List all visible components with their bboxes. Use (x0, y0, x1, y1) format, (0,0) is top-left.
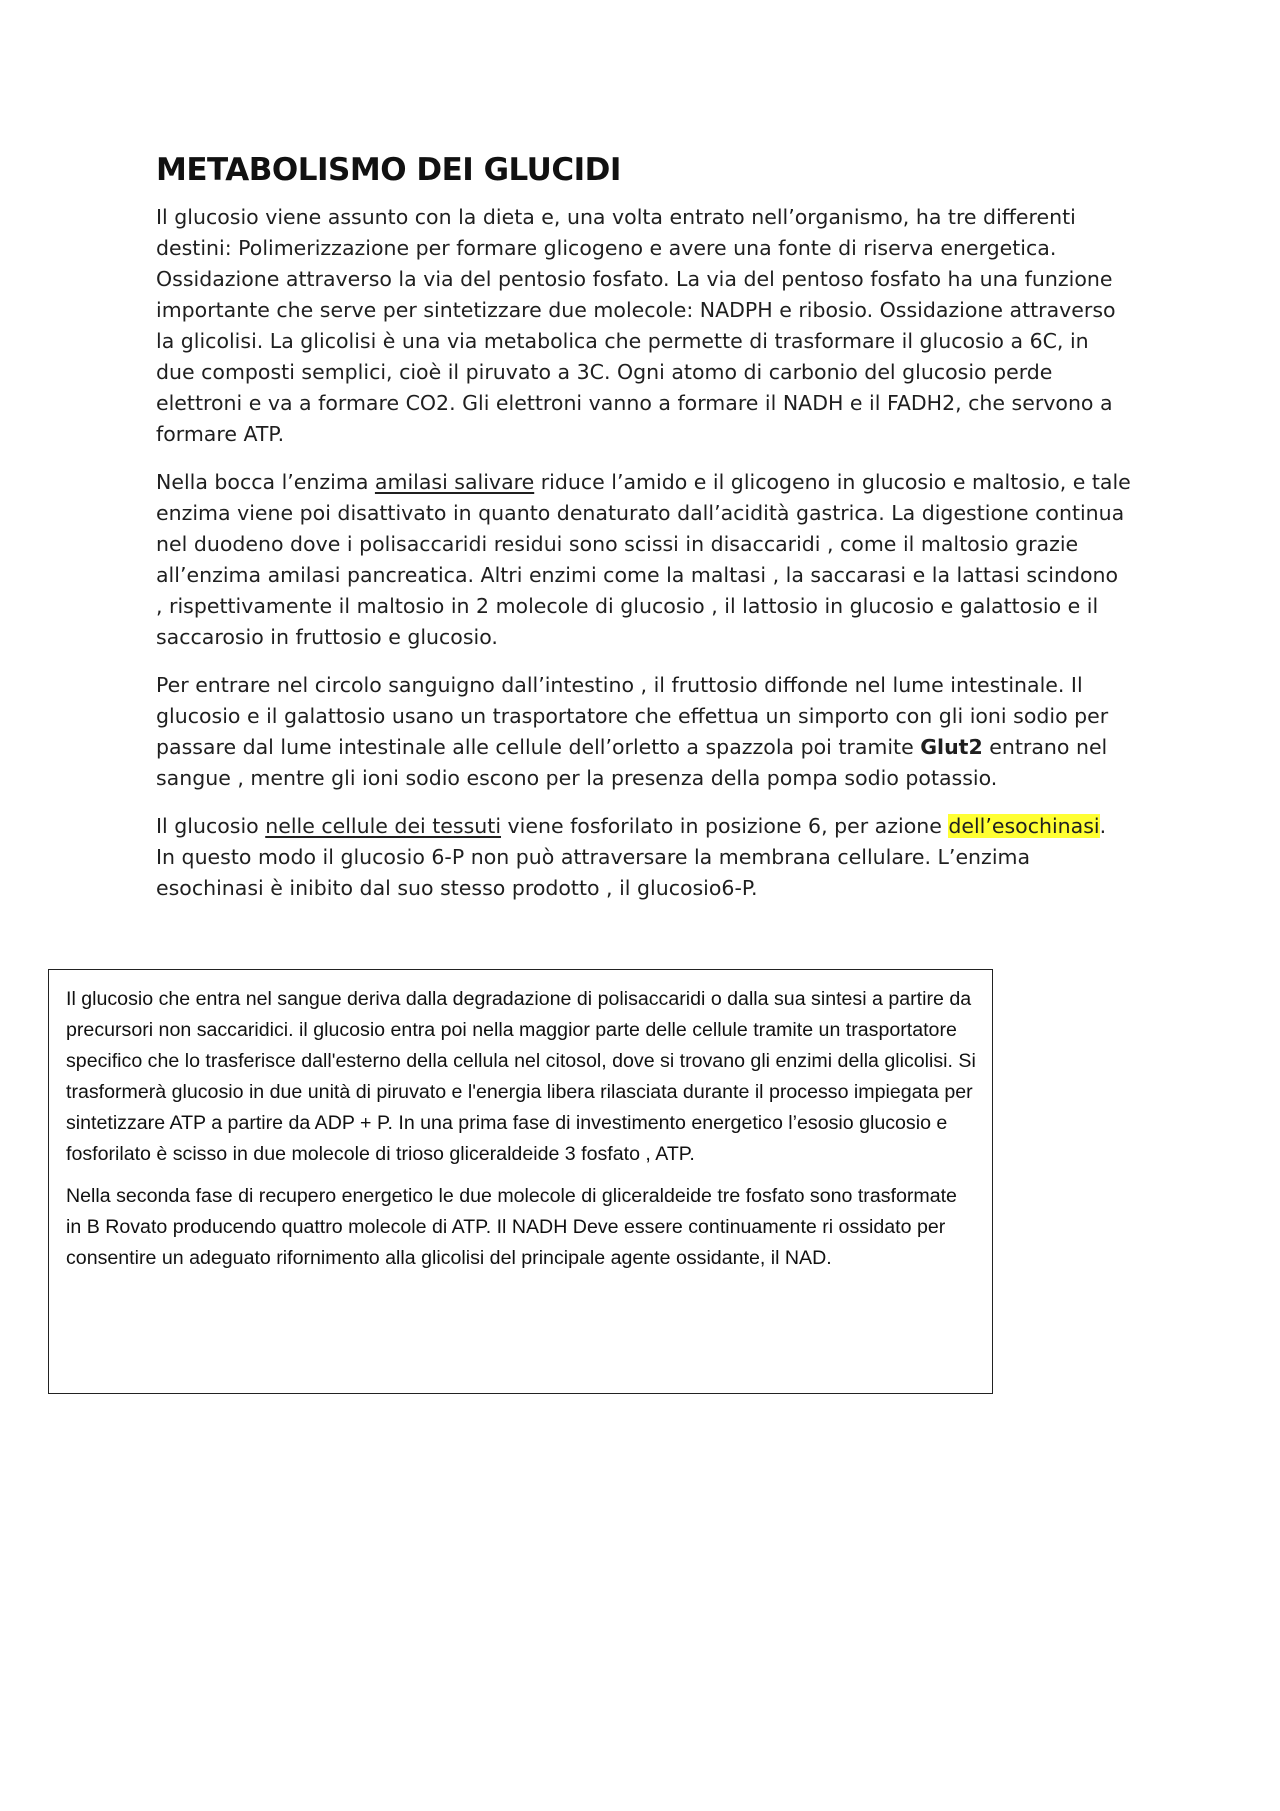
paragraph-digestion (156, 467, 1131, 653)
highlighted-esochinasi: dell’esochinasi (948, 814, 1100, 838)
paragraph-phosphorylation-text-middle: viene fosforilato in posizione 6, per azione (501, 814, 949, 838)
paragraph-digestion-text-after: riduce l’amido e il glicogeno in glucosio e maltosio, e tale enzima viene poi disattivato in quanto denaturato dall’acidità gastrica. La digestione continua nel duodeno dove i polisaccaridi residui sono scissi in disaccaridi , come il maltosio grazie all’enzima amilasi pancreatica. Altri enzimi come la maltasi , la saccarasi e la lattasi scindono , rispettivamente il maltosio in 2 molecole di glucosio , il lattosio in glucosio e galattosio e il saccarosio in fruttosio e glucosio. (156, 470, 1131, 649)
paragraph-absorption-text-before: Per entrare nel circolo sanguigno dall’intestino , il fruttosio diffonde nel lume intestinale. Il glucosio e il galattosio usano un trasportatore che effettua un simporto con gli ioni sodio per passare dal lume intestinale alle cellule dell’orletto a spazzola poi tramite (156, 673, 1109, 759)
main-text-block (156, 150, 1131, 921)
glycolysis-text-box (48, 969, 993, 1394)
paragraph-glucose-destinations: Il glucosio viene assunto con la dieta e, una volta entrato nell’organismo, ha tre differenti destini: Polimerizzazione per formare glicogeno e avere una fonte di riserva energetica. Ossidazione attraverso la via del pentosio fosfato. La via del pentoso fosfato ha una funzione importante che serve per sintetizzare due molecole: NADPH e ribosio. Ossidazione attraverso la glicolisi. La glicolisi è una via metabolica che permette di trasformare il glucosio a 6C, in due composti semplici, cioè il piruvato a 3C. Ogni atomo di carbonio del glucosio perde elettroni e va a formare CO2. Gli elettroni vanno a formare il NADH e il FADH2, che servono a formare ATP. (156, 205, 1116, 446)
box-paragraph-glycolysis: Il glucosio che entra nel sangue deriva dalla degradazione di polisaccaridi o dalla sua sintesi a partire da precursori non saccaridici. il glucosio entra poi nella maggior parte delle cellule tramite un trasportatore specifico che lo trasferisce dall'esterno della cellula nel citosol, dove si trovano gli enzimi della glicolisi. Si trasformerà glucosio in due unità di piruvato e l'energia libera rilasciata durante il processo impiegata per sintetizzare ATP a partire da ADP + P. In una prima fase di investimento energetico l’esosio glucosio e fosforilato è scisso in due molecole di trioso gliceraldeide 3 fosfato , ATP. (66, 988, 976, 1165)
paragraph-phosphorylation-text-after: . In questo modo il glucosio 6-P non può attraversare la membrana cellulare. L’enzima esochinasi è inibito dal suo stesso prodotto , il glucosio6-P. (156, 814, 1107, 900)
paragraph-phosphorylation (156, 811, 1131, 904)
underlined-cellule-tessuti: nelle cellule dei tessuti (265, 814, 502, 838)
page-title: METABOLISMO DEI GLUCIDI (156, 152, 621, 188)
paragraph-digestion-text-before: Nella bocca l’enzima (156, 470, 375, 494)
paragraph-phosphorylation-text-before: Il glucosio (156, 814, 266, 838)
underlined-amilasi-salivare: amilasi salivare (374, 470, 535, 494)
paragraph-absorption-text-after: entrano nel sangue , mentre gli ioni sodio escono per la presenza della pompa sodio potassio. (156, 735, 1108, 790)
bold-glut2: Glut2 (920, 735, 983, 759)
paragraph-absorption (156, 670, 1131, 794)
box-paragraph-energy-recovery: Nella seconda fase di recupero energetico le due molecole di gliceraldeide tre fosfato sono trasformate in B Rovato producendo quattro molecole di ATP. Il NADH Deve essere continuamente ri ossidato per consentire un adeguato rifornimento alla glicolisi del principale agente ossidante, il NAD. (66, 1185, 957, 1269)
